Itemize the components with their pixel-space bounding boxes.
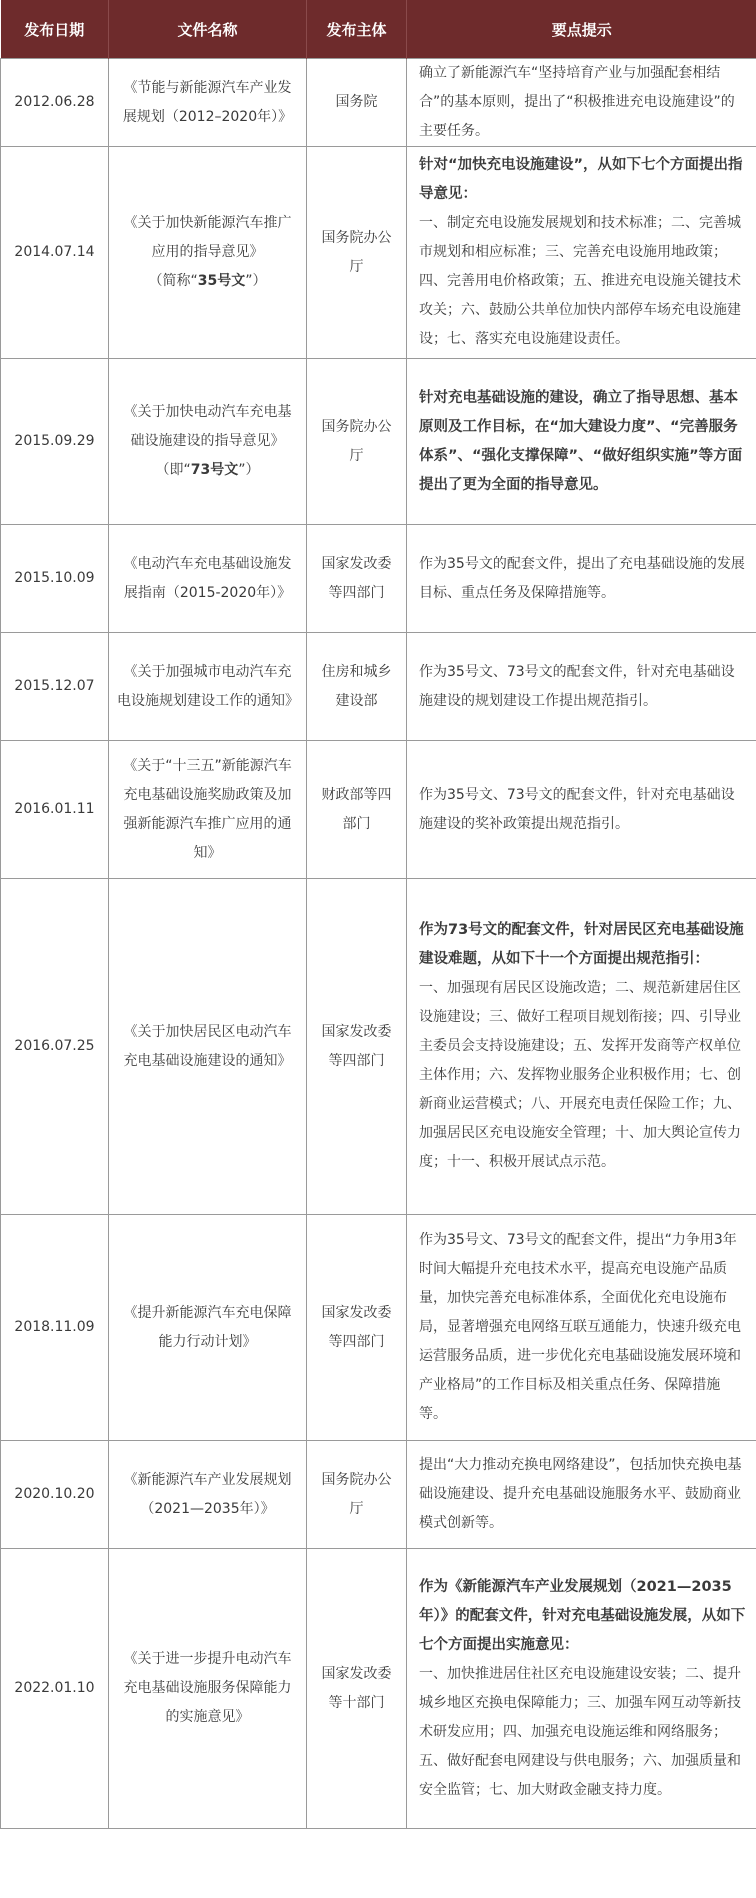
cell-issuer: 住房和城乡建设部	[307, 633, 407, 741]
cell-date: 2015.09.29	[1, 359, 109, 525]
cell-name: 《关于“十三五”新能源汽车充电基础设施奖励政策及加强新能源汽车推广应用的通知》	[109, 741, 307, 879]
cell-points	[407, 879, 756, 1215]
cell-name: 《提升新能源汽车充电保障能力行动计划》	[109, 1215, 307, 1441]
table-row	[1, 1441, 756, 1549]
cell-date: 2012.06.28	[1, 59, 109, 147]
points-text: 一、制定充电设施发展规划和技术标准；二、完善城市规划和相应标准；三、完善充电设施用地政策；四、完善用电价格政策；五、推进充电设施关键技术攻关；六、鼓励公共单位加快内部停车场充电设施建设；七、落实充电设施建设责任。	[419, 215, 741, 347]
header-name: 文件名称	[109, 0, 307, 59]
name-text: 《关于加快新能源汽车推广应用的指导意见》	[123, 215, 292, 260]
cell-issuer: 国家发改委等四部门	[307, 525, 407, 633]
table-row	[1, 633, 756, 741]
points-text: 作为35号文、73号文的配套文件，提出“力争用3年时间大幅提升充电技术水平，提高充电设施产品质量，加快完善充电标准体系，全面优化充电设施布局，显著增强充电网络互联互通能力，快速升级充电运营服务品质，进一步优化充电基础设施发展环境和产业格局”的工作目标及相关重点任务、保障措施等。	[419, 1232, 741, 1422]
cell-date: 2020.10.20	[1, 1441, 109, 1549]
table-row	[1, 59, 756, 147]
name-text: 《关于加快电动汽车充电基础设施建设的指导意见》	[123, 404, 292, 449]
cell-name: 《电动汽车充电基础设施发展指南（2015-2020年）》	[109, 525, 307, 633]
cell-points	[407, 633, 756, 741]
cell-points	[407, 1441, 756, 1549]
cell-date: 2014.07.14	[1, 147, 109, 359]
cell-date: 2016.01.11	[1, 741, 109, 879]
points-text: 确立了新能源汽车“坚持培育产业与加强配套相结合”的基本原则，提出了“积极推进充电设施建设”的主要任务。	[419, 65, 735, 139]
cell-name: 《关于加快电动汽车充电基础设施建设的指导意见》（即“73号文”）	[109, 359, 307, 525]
cell-points	[407, 59, 756, 147]
cell-issuer: 国务院办公厅	[307, 359, 407, 525]
table-row	[1, 525, 756, 633]
points-text: 作为35号文、73号文的配套文件，针对充电基础设施建设的奖补政策提出规范指引。	[419, 786, 735, 832]
cell-name: 《关于进一步提升电动汽车充电基础设施服务保障能力的实施意见》	[109, 1549, 307, 1829]
cell-issuer: 国家发改委等四部门	[307, 879, 407, 1215]
cell-date: 2015.12.07	[1, 633, 109, 741]
table-header	[1, 0, 756, 59]
cell-name: 《关于加强城市电动汽车充电设施规划建设工作的通知》	[109, 633, 307, 741]
cell-issuer: 国家发改委等十部门	[307, 1549, 407, 1829]
points-text: 提出“大力推动充换电网络建设”，包括加快充换电基础设施建设、提升充电基础设施服务水平、鼓励商业模式创新等。	[419, 1457, 742, 1531]
name-alias: （简称“35号文”）	[148, 273, 267, 289]
cell-points	[407, 147, 756, 359]
cell-name: 《节能与新能源汽车产业发展规划（2012–2020年）》	[109, 59, 307, 147]
points-lead: 针对“加快充电设施建设”，从如下七个方面提出指导意见：	[419, 157, 743, 202]
cell-date: 2022.01.10	[1, 1549, 109, 1829]
cell-name: 《新能源汽车产业发展规划（2021—2035年）》	[109, 1441, 307, 1549]
points-lead: 作为《新能源汽车产业发展规划（2021—2035年）》的配套文件，针对充电基础设施发展，从如下七个方面提出实施意见：	[419, 1578, 746, 1653]
header-date: 发布日期	[1, 0, 109, 59]
table-row	[1, 359, 756, 525]
cell-date: 2018.11.09	[1, 1215, 109, 1441]
points-lead: 作为73号文的配套文件，针对居民区充电基础设施建设难题，从如下十一个方面提出规范指引：	[419, 922, 744, 967]
cell-points	[407, 359, 756, 525]
points-text: 一、加强现有居民区设施改造；二、规范新建居住区设施建设；三、做好工程项目规划衔接；四、引导业主委员会支持设施建设；五、发挥开发商等产权单位主体作用；六、发挥物业服务企业积极作用；七、创新商业运营模式；八、开展充电责任保险工作；九、加强居民区充电设施安全管理；十、加大舆论宣传力度；十一、积极开展试点示范。	[419, 980, 741, 1170]
points-lead: 针对充电基础设施的建设，确立了指导思想、基本原则及工作目标，在“加大建设力度”、“完善服务体系”、“强化支撑保障”、“做好组织实施”等方面提出了更为全面的指导意见。	[419, 389, 743, 493]
table-row	[1, 741, 756, 879]
cell-date: 2016.07.25	[1, 879, 109, 1215]
table-row	[1, 1215, 756, 1441]
points-text: 作为35号文、73号文的配套文件，针对充电基础设施建设的规划建设工作提出规范指引。	[419, 663, 735, 709]
header-issuer: 发布主体	[307, 0, 407, 59]
table-row	[1, 147, 756, 359]
cell-points	[407, 1215, 756, 1441]
table-row	[1, 1549, 756, 1829]
table-row	[1, 879, 756, 1215]
cell-name	[109, 147, 307, 359]
cell-name: 《关于加快居民区电动汽车充电基础设施建设的通知》	[109, 879, 307, 1215]
cell-issuer: 国务院办公厅	[307, 1441, 407, 1549]
cell-issuer: 国务院	[307, 59, 407, 147]
cell-points	[407, 525, 756, 633]
cell-issuer: 国家发改委等四部门	[307, 1215, 407, 1441]
points-text: 一、加快推进居住社区充电设施建设安装；二、提升城乡地区充换电保障能力；三、加强车网互动等新技术研发应用；四、加强充电设施运维和网络服务；五、做好配套电网建设与供电服务；六、加强质量和安全监管；七、加大财政金融支持力度。	[419, 1665, 741, 1798]
cell-issuer: 国务院办公厅	[307, 147, 407, 359]
cell-points	[407, 741, 756, 879]
cell-date: 2015.10.09	[1, 525, 109, 633]
cell-points	[407, 1549, 756, 1829]
points-text: 作为35号文的配套文件，提出了充电基础设施的发展目标、重点任务及保障措施等。	[419, 555, 745, 601]
cell-issuer: 财政部等四部门	[307, 741, 407, 879]
header-points: 要点提示	[407, 0, 756, 59]
